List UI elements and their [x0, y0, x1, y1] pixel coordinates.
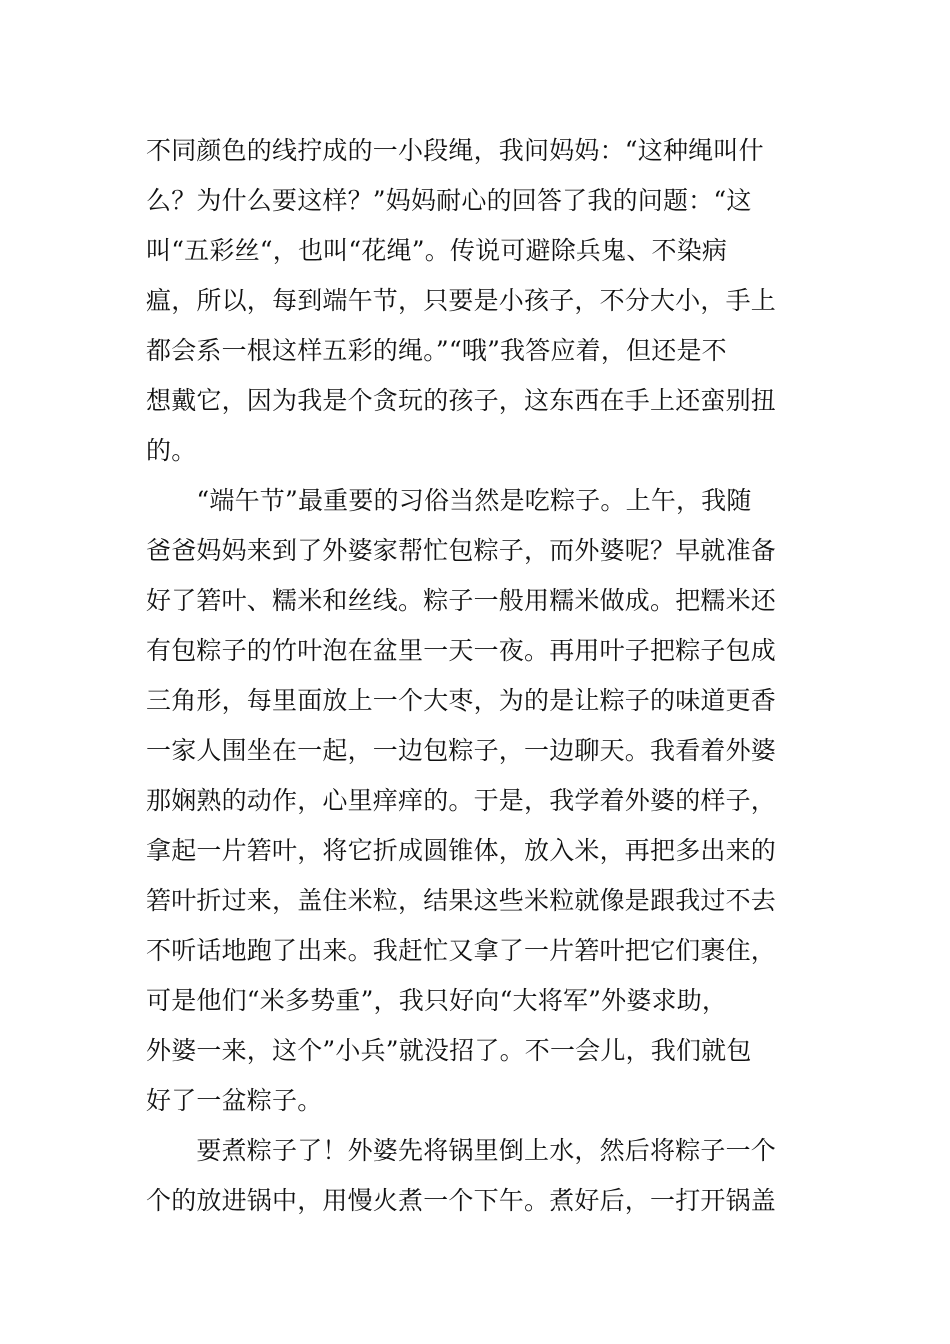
essay-text — [146, 126, 806, 1226]
text-line: 拿起一片箬叶，将它折成圆锥体，放入米，再把多出来的 — [146, 836, 777, 865]
text-line: 要煮粽子了！外婆先将锅里倒上水，然后将粽子一个 — [146, 1136, 777, 1165]
text-line: 一家人围坐在一起，一边包粽子，一边聊天。我看着外婆 — [146, 736, 777, 765]
text-line: 箬叶折过来，盖住米粒，结果这些米粒就像是跟我过不去 — [146, 886, 777, 915]
text-line: 瘟，所以，每到端午节，只要是小孩子，不分大小，手上 — [146, 286, 777, 315]
text-line: 有包粽子的竹叶泡在盆里一天一夜。再用叶子把粽子包成 — [146, 636, 777, 665]
text-line: 爸爸妈妈来到了外婆家帮忙包粽子，而外婆呢？早就准备 — [146, 536, 777, 565]
text-line: 想戴它，因为我是个贪玩的孩子，这东西在手上还蛮别扭 — [146, 386, 777, 415]
text-line: 三角形，每里面放上一个大枣，为的是让粽子的味道更香 — [146, 686, 777, 715]
text-line: 么？为什么要这样？”妈妈耐心的回答了我的问题：“这 — [146, 186, 752, 215]
text-line: “端午节”最重要的习俗当然是吃粽子。上午，我随 — [146, 486, 752, 515]
text-line: 好了箬叶、糯米和丝线。粽子一般用糯米做成。把糯米还 — [146, 586, 777, 615]
text-line: 那娴熟的动作，心里痒痒的。于是，我学着外婆的样子， — [146, 786, 777, 815]
text-line: 都会系一根这样五彩的绳。”“哦”我答应着，但还是不 — [146, 336, 727, 365]
text-line: 叫“五彩丝“，也叫“花绳”。传说可避除兵鬼、不染病 — [146, 236, 728, 265]
text-line: 的。 — [146, 436, 197, 465]
text-line: 外婆一来，这个”小兵”就没招了。不一会儿，我们就包 — [146, 1036, 752, 1065]
text-line: 不听话地跑了出来。我赶忙又拿了一片箬叶把它们裹住， — [146, 936, 777, 965]
text-line: 可是他们“米多势重”，我只好向“大将军”外婆求助， — [146, 986, 728, 1015]
text-line: 好了一盆粽子。 — [146, 1086, 323, 1115]
text-line: 不同颜色的线拧成的一小段绳，我问妈妈：“这种绳叫什 — [146, 136, 764, 165]
text-line: 个的放进锅中，用慢火煮一个下午。煮好后，一打开锅盖 — [146, 1186, 777, 1215]
